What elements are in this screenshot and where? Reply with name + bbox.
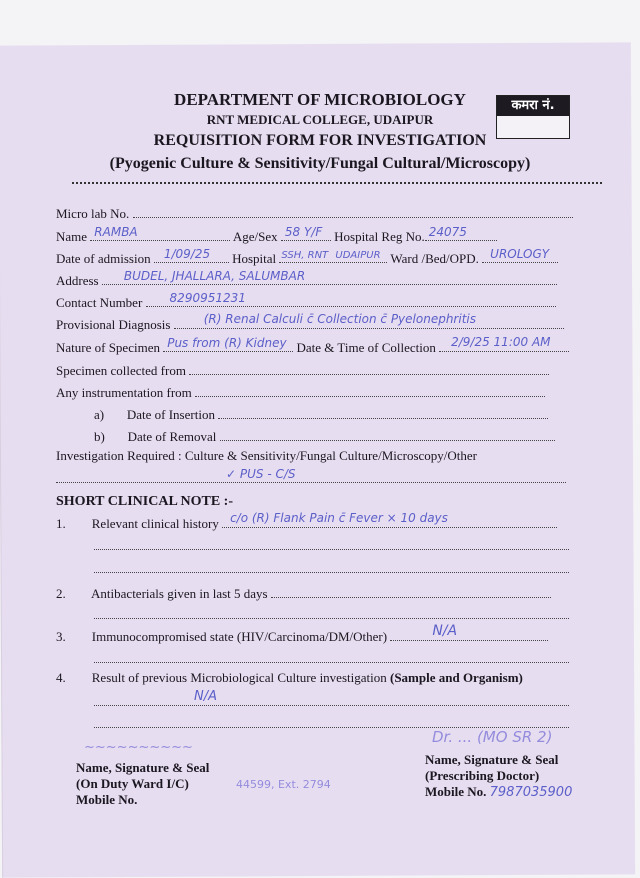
- name-label: Name: [56, 229, 88, 244]
- reg-no-value: 24075: [428, 225, 467, 239]
- item-number: 1.: [56, 516, 66, 531]
- previous-culture-field-line-2[interactable]: [94, 715, 569, 728]
- ward-value: UROLOGY: [490, 247, 550, 261]
- ward-signature-block: [76, 760, 209, 808]
- age-sex-field[interactable]: [281, 225, 331, 241]
- contact-field[interactable]: [146, 291, 556, 307]
- room-number-box: [496, 95, 570, 139]
- doctor-signature-label: Name, Signature & Seal: [425, 752, 559, 767]
- specimen-value: Pus from (R) Kidney: [167, 336, 287, 350]
- item-number: 2.: [56, 586, 66, 601]
- item-number: 3.: [56, 629, 66, 644]
- ward-mobile-label: Mobile No.: [76, 792, 138, 807]
- ward-stamp-text: 44599, Ext. 2794: [236, 778, 331, 791]
- instrumentation-field[interactable]: [195, 384, 545, 397]
- previous-culture-field[interactable]: [94, 689, 569, 706]
- hospital-city-value: UDAIPUR: [335, 250, 381, 261]
- insertion-marker: a): [94, 407, 105, 422]
- history-field[interactable]: [222, 511, 557, 528]
- diagnosis-value: (R) Renal Calculi c̄ Collection c̄ Pyelonephritis: [203, 312, 476, 326]
- investigation-label: Investigation Required : Culture & Sensitivity/Fungal Culture/Microscopy/Other: [56, 448, 478, 463]
- hospital-value: SSH, RNT: [281, 250, 329, 261]
- antibacterials-field[interactable]: [271, 585, 551, 598]
- form-title: REQUISITION FORM FOR INVESTIGATION: [153, 132, 487, 149]
- admission-field[interactable]: [154, 247, 229, 263]
- form-subtitle: (Pyogenic Culture & Sensitivity/Fungal Cultural/Microscopy): [109, 155, 531, 172]
- name-value: RAMBA: [94, 225, 138, 239]
- collected-from-label: Specimen collected from: [56, 363, 186, 378]
- immuno-field-line-2[interactable]: [94, 650, 569, 663]
- age-sex-value: 58 Y/F: [284, 225, 323, 239]
- micro-lab-field[interactable]: [133, 205, 573, 218]
- specimen-label: Nature of Specimen: [56, 340, 160, 355]
- investigation-value: ✓ PUS - C/S: [226, 467, 296, 481]
- reg-no-field[interactable]: [425, 225, 497, 241]
- diagnosis-label: Provisional Diagnosis: [56, 317, 171, 332]
- ward-signature-label: Name, Signature & Seal: [76, 760, 210, 775]
- instrumentation-label: Any instrumentation from: [56, 385, 192, 400]
- previous-culture-value: N/A: [194, 689, 217, 704]
- ward-role-label: (On Duty Ward I/C): [76, 776, 189, 791]
- header-divider: [72, 182, 602, 184]
- investigation-field[interactable]: [56, 467, 566, 483]
- collection-field[interactable]: [439, 335, 569, 352]
- history-value: c/o (R) Flank Pain c̄ Fever × 10 days: [230, 511, 448, 525]
- clinical-note-heading: SHORT CLINICAL NOTE :-: [56, 494, 234, 509]
- previous-culture-label-bold: (Sample and Organism): [389, 670, 523, 685]
- collection-label: Date & Time of Collection: [296, 340, 436, 355]
- history-field-line-3[interactable]: [94, 560, 569, 573]
- hospital-field[interactable]: [279, 250, 387, 263]
- contact-value: 8290951231: [169, 291, 246, 305]
- ward-seal-stamp: ~~~~~~~~~~: [84, 740, 193, 755]
- doctor-mobile-label: Mobile No.: [425, 784, 487, 799]
- immuno-value: N/A: [432, 623, 458, 639]
- immuno-field[interactable]: [390, 623, 548, 641]
- department-title: DEPARTMENT OF MICROBIOLOGY: [174, 90, 466, 109]
- admission-label: Date of admission: [56, 251, 151, 266]
- removal-label: Date of Removal: [127, 429, 217, 444]
- previous-culture-label: Result of previous Microbiological Culture investigation: [91, 670, 387, 685]
- antibacterials-field-line-2[interactable]: [94, 606, 569, 619]
- reg-no-label: Hospital Reg No.: [334, 229, 425, 244]
- collection-value: 2/9/25 11:00 AM: [451, 335, 551, 349]
- room-label: कमरा नं.: [497, 96, 569, 116]
- specimen-field[interactable]: [163, 336, 293, 352]
- address-value: BUDEL, JHALLARA, SALUMBAR: [123, 269, 306, 283]
- micro-lab-label: Micro lab No.: [56, 206, 130, 221]
- doctor-signature-block: [425, 752, 572, 801]
- removal-marker: b): [94, 429, 105, 444]
- admission-value: 1/09/25: [163, 247, 211, 261]
- history-field-line-2[interactable]: [94, 537, 569, 550]
- doctor-signature: Dr. ... (MO SR 2): [432, 728, 553, 746]
- hospital-label: Hospital: [232, 251, 277, 266]
- address-field[interactable]: [102, 269, 557, 285]
- doctor-role-label: (Prescribing Doctor): [425, 768, 540, 783]
- item-number: 4.: [56, 670, 66, 685]
- name-field[interactable]: [90, 225, 230, 241]
- history-label: Relevant clinical history: [91, 516, 219, 531]
- removal-field[interactable]: [220, 428, 555, 441]
- ward-label: Ward /Bed/OPD.: [390, 251, 479, 266]
- college-name: RNT MEDICAL COLLEGE, UDAIPUR: [206, 112, 434, 127]
- insertion-label: Date of Insertion: [126, 407, 215, 422]
- address-label: Address: [56, 273, 99, 288]
- antibacterials-label: Antibacterials given in last 5 days: [91, 586, 268, 601]
- collected-from-field[interactable]: [189, 362, 549, 375]
- diagnosis-field[interactable]: [174, 312, 564, 329]
- ward-field[interactable]: [482, 247, 558, 263]
- doctor-mobile-value: 7987035900: [489, 785, 573, 800]
- insertion-field[interactable]: [218, 406, 548, 419]
- immuno-label: Immunocompromised state (HIV/Carcinoma/DM/Other): [91, 629, 388, 644]
- contact-label: Contact Number: [56, 295, 143, 310]
- age-sex-label: Age/Sex: [232, 229, 278, 244]
